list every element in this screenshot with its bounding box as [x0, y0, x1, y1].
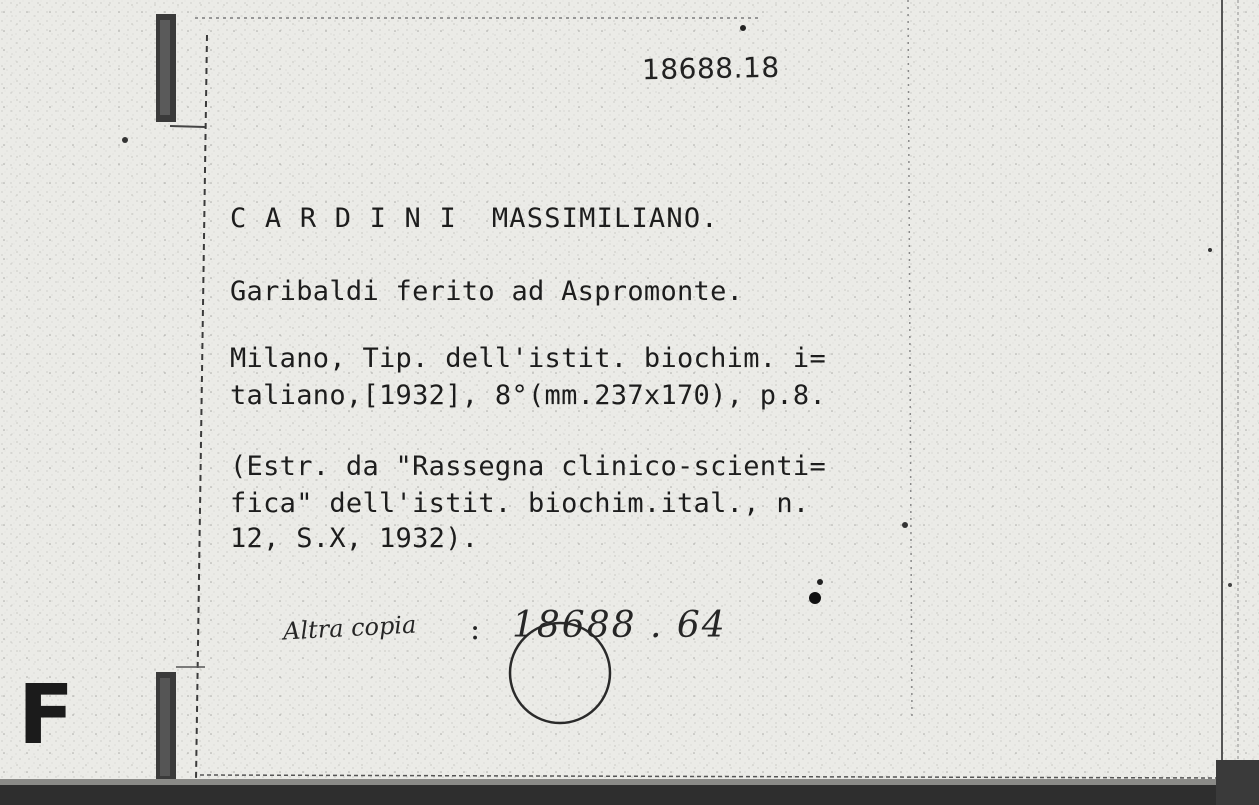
- author-heading: C A R D I N I MASSIMILIANO.: [230, 203, 719, 234]
- note-line-3: 12, S.X, 1932).: [230, 523, 479, 554]
- handwritten-separator: :: [470, 612, 481, 647]
- title-line: Garibaldi ferito ad Aspromonte.: [230, 276, 744, 307]
- note-line-2: fica" dell'istit. biochim.ital., n.: [230, 488, 810, 519]
- handwritten-number: 18688 . 64: [512, 605, 727, 646]
- handwritten-label: Altra copia: [282, 610, 417, 646]
- note-line-1: (Estr. da "Rassegna clinico-scienti=: [230, 451, 826, 482]
- shelfmark: 18688.18: [641, 50, 780, 87]
- imprint-line-2: taliano,[1932], 8°(mm.237x170), p.8.: [230, 380, 826, 411]
- imprint-line-1: Milano, Tip. dell'istit. biochim. i=: [230, 343, 826, 374]
- corner-letter: F: [18, 668, 75, 763]
